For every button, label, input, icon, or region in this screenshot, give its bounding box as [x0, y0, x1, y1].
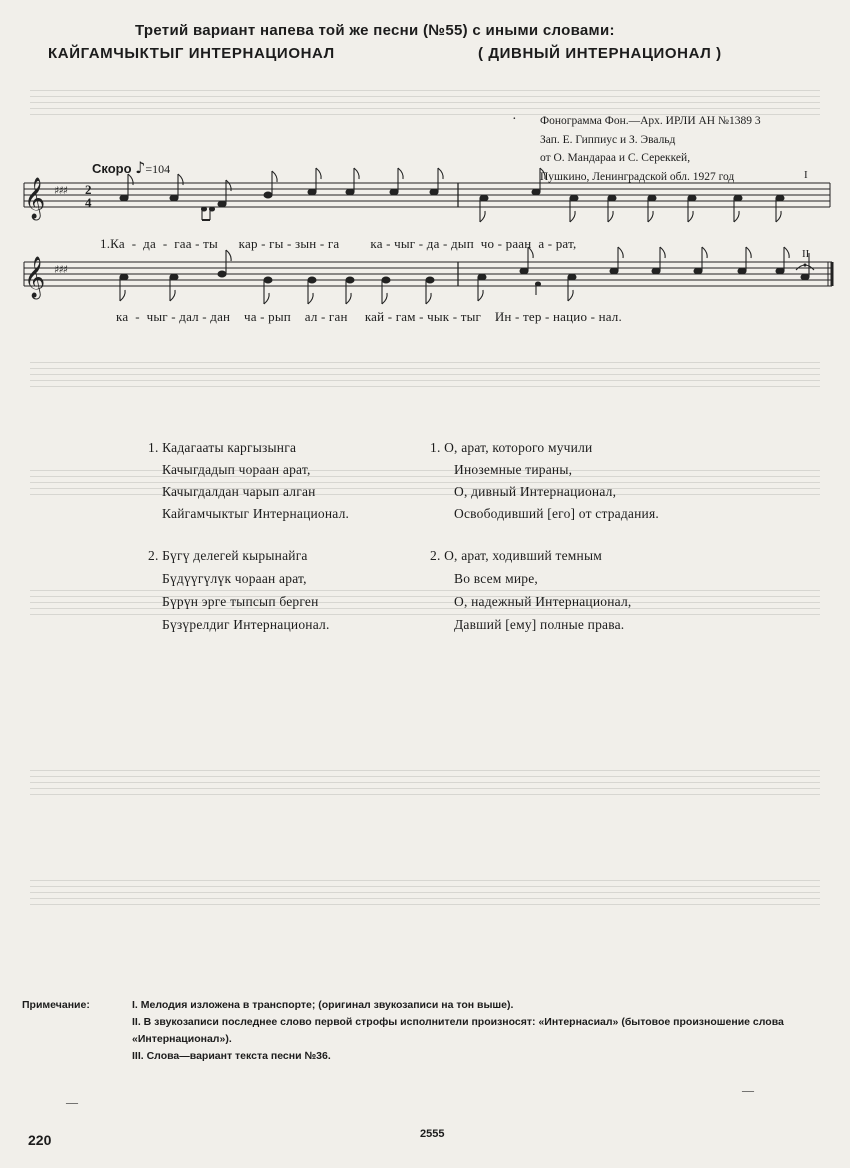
verse-line: 2. О, арат, ходивший темным [430, 548, 602, 563]
verse-line: 2. Бүгү делегей кырынайга [148, 548, 308, 563]
lyric-line-1: 1.Ка - да - гаа - ты кар - гы - зын - га ка - чыг - да - дып чо - раан а - рат, [100, 236, 577, 251]
eighth-note-icon: ♪ [135, 158, 146, 177]
center-number: 2555 [420, 1128, 445, 1140]
footnote-1: I. Мелодия изложена в транспорте; (оригинал звукозаписи на тон выше). [132, 999, 514, 1011]
key-signature: ♯♯♯ [54, 184, 67, 197]
song-title-tuvan: КАЙГАМЧЫКТЫГ ИНТЕРНАЦИОНАЛ [48, 45, 335, 62]
tempo-label: Скоро [92, 161, 132, 176]
source-line: Зап. Е. Гиппиус и З. Эвальд [540, 133, 676, 146]
tempo-value: =104 [145, 162, 171, 176]
lyric-line-2: ка - чыг - дал - дан ча - рып ал - ган кай - гам - чык - тыг Ин - тер - нацио - нал. [116, 309, 622, 324]
verse-line: Освободивший [его] от страдания. [454, 506, 659, 521]
time-signature-top: 2 [85, 182, 92, 197]
source-line: Фонограмма Фон.—Арх. ИРЛИ АН №1389 3 [540, 115, 761, 127]
verse-line: 1. Кадагааты каргызынга [148, 440, 297, 455]
verse-line: Во всем мире, [454, 571, 538, 586]
margin-dash: — [742, 1083, 754, 1097]
section-marker: II [802, 248, 810, 260]
verse-line: Давший [ему] полные права. [454, 617, 625, 632]
time-signature-bottom: 4 [85, 195, 92, 210]
verse-line: Бүзүрелдиг Интернационал. [162, 617, 330, 632]
margin-dash: — [66, 1095, 78, 1109]
treble-clef-icon: 𝄞 [24, 257, 46, 298]
verse-line: Иноземные тираны, [454, 462, 573, 477]
margin-dot: · [512, 112, 517, 127]
verse-line: Кайгамчыктыг Интернационал. [162, 506, 350, 521]
page-number: 220 [28, 1132, 52, 1148]
treble-clef-icon: 𝄞 [24, 178, 46, 219]
key-signature: ♯♯♯ [54, 263, 67, 276]
footnote-2: II. В звукозаписи последнее слово первой строфы исполнители произносят: «Интернасиал» (бытовое произношение слова «Интернационал»). [132, 1016, 784, 1045]
verse-line: Бүдүүгүлүк чораан арат, [162, 571, 307, 586]
verse-line: Качыгдалдан чарып алган [162, 484, 316, 499]
section-marker: I [804, 169, 808, 181]
source-line: Пушкино, Ленинградской обл. 1927 год [540, 170, 735, 183]
verse-line: О, надежный Интернационал, [454, 594, 632, 609]
song-title-line: Третий вариант напева той же песни (№55) с иными словами: [135, 22, 615, 39]
verse-line: Качыгдадып чораан арат, [162, 462, 311, 477]
footnote-3: III. Слова—вариант текста песни №36. [132, 1050, 331, 1062]
song-title-russian: ( ДИВНЫЙ ИНТЕРНАЦИОНАЛ ) [478, 45, 722, 62]
verse-line: 1. О, арат, которого мучили [430, 440, 593, 455]
music-staff-2 [0, 0, 850, 320]
verse-line: О, дивный Интернационал, [454, 484, 617, 499]
source-line: от О. Мандараа и С. Сереккей, [540, 152, 691, 164]
verse-line: Бүрүн эрге тыпсып берген [162, 594, 319, 609]
footnote-label: Примечание: [22, 999, 90, 1011]
